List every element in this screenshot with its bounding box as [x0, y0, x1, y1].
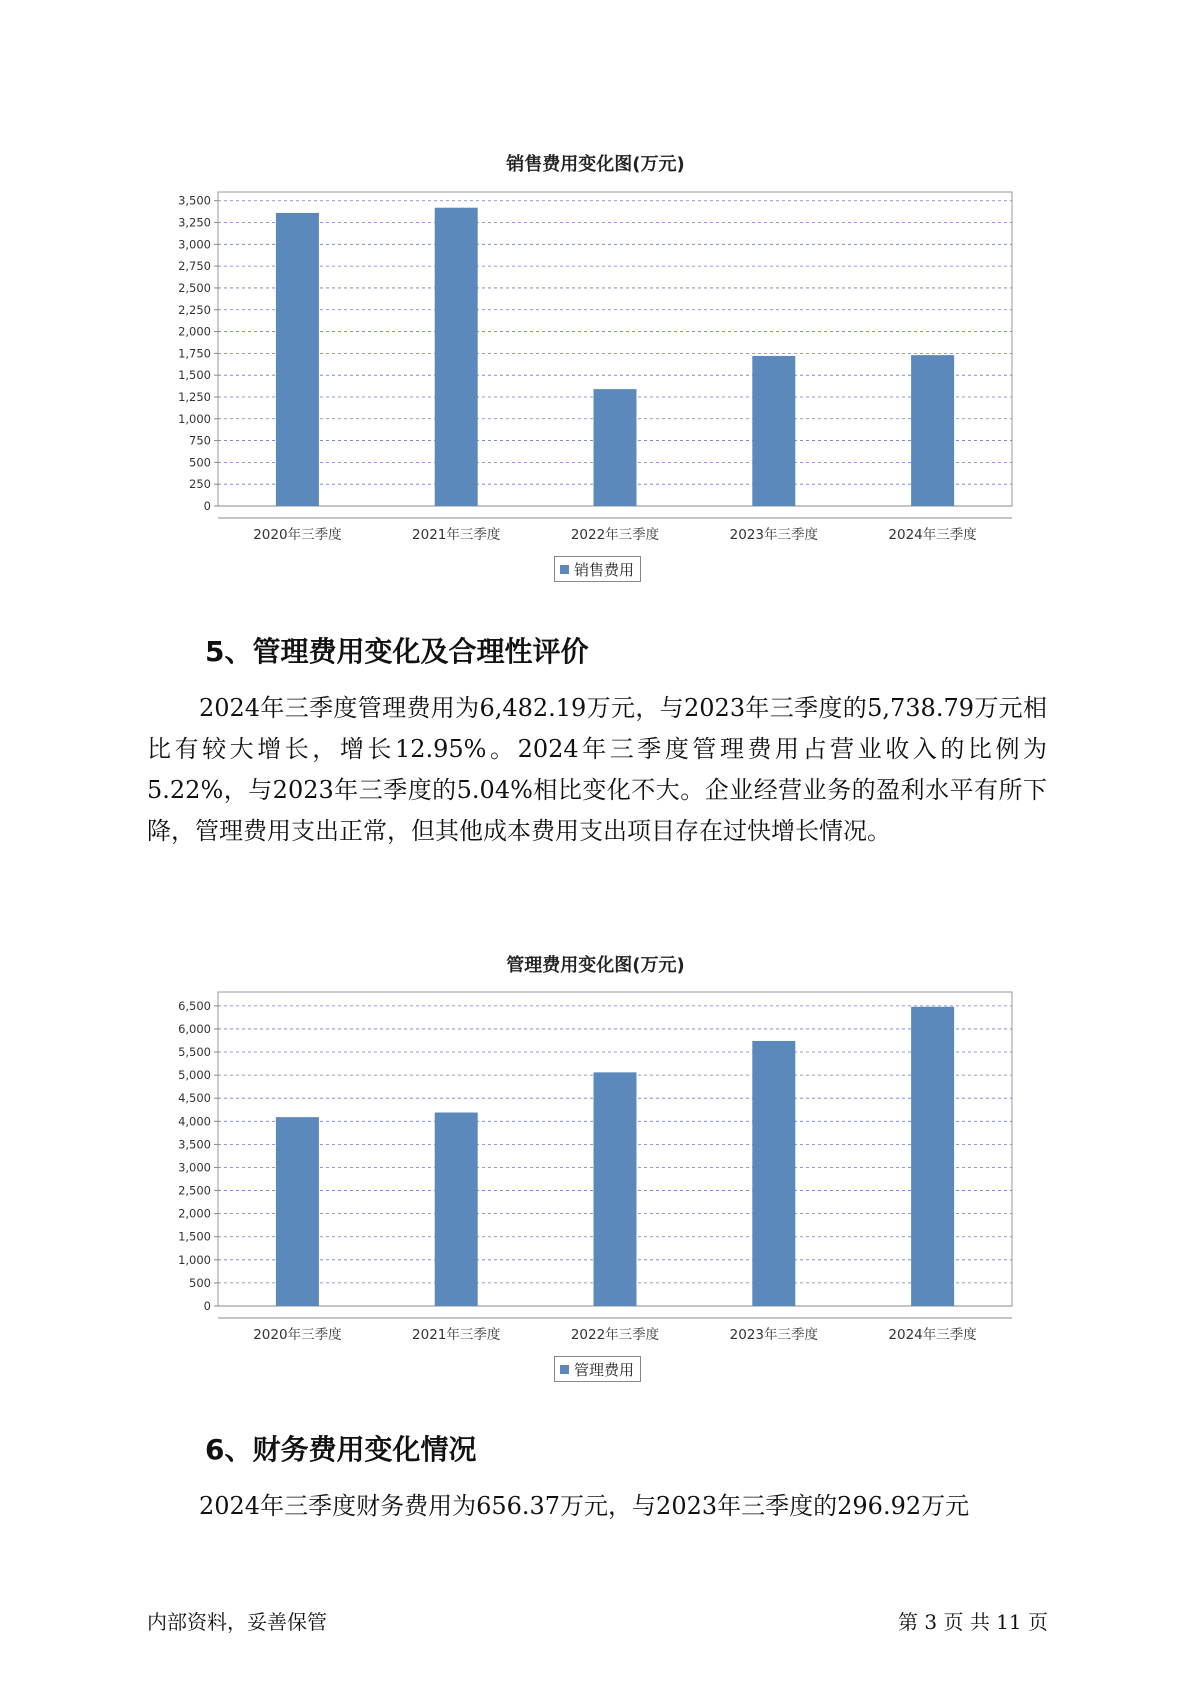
y-tick-label: 0: [203, 499, 211, 513]
footer-page-number: 第 3 页 共 11 页: [898, 1610, 1048, 1634]
y-tick-label: 500: [189, 455, 211, 470]
y-tick-label: 2,000: [178, 1206, 211, 1221]
legend-admin: [554, 1356, 641, 1382]
footer-confidential-note: 内部资料，妥善保管: [147, 1610, 327, 1634]
legend-swatch: [560, 565, 569, 574]
admin-expense-chart: [0, 980, 1191, 1350]
x-tick-label: 2024年三季度: [888, 1327, 977, 1343]
y-tick-label: 3,500: [178, 1137, 211, 1152]
y-tick-label: 3,250: [178, 215, 211, 230]
bar: [594, 1072, 637, 1306]
legend-swatch: [560, 1365, 569, 1374]
x-tick-label: 2023年三季度: [729, 1327, 818, 1343]
x-tick-label: 2023年三季度: [729, 527, 818, 543]
legend-label-admin: 管理费用: [574, 1361, 635, 1379]
bar: [435, 1113, 478, 1306]
y-tick-label: 1,500: [178, 1229, 211, 1244]
bar: [435, 208, 478, 506]
y-tick-label: 500: [189, 1275, 211, 1290]
chart-title-admin: 管理费用变化图(万元): [506, 955, 685, 976]
legend-label-sales: 销售费用: [574, 561, 635, 579]
bar: [594, 389, 637, 506]
y-tick-label: 250: [189, 477, 211, 492]
y-tick-label: 3,000: [178, 237, 211, 252]
x-tick-label: 2021年三季度: [412, 527, 501, 543]
y-tick-label: 1,250: [178, 389, 211, 404]
bar: [911, 355, 954, 506]
section-paragraph-6: 2024年三季度财务费用为656.37万元，与2023年三季度的296.92万元: [199, 1492, 970, 1520]
chart-title-sales: 销售费用变化图(万元): [506, 154, 685, 175]
sales-expense-chart: [0, 180, 1191, 550]
section-heading-5: 5、管理费用变化及合理性评价: [205, 635, 589, 668]
x-tick-label: 2022年三季度: [570, 527, 660, 543]
x-tick-label: 2020年三季度: [253, 1327, 342, 1343]
y-tick-label: 750: [189, 433, 211, 448]
y-tick-label: 6,500: [178, 998, 211, 1013]
legend-sales: [554, 556, 641, 582]
y-tick-label: 4,000: [178, 1114, 211, 1129]
y-tick-label: 2,250: [178, 302, 211, 317]
y-tick-label: 1,000: [178, 411, 211, 426]
section-heading-6: 6、财务费用变化情况: [205, 1433, 477, 1466]
section-paragraph-5: 2024年三季度管理费用为6,482.19万元，与2023年三季度的5,738.79万元相比有较大增长，增长12.95%。2024年三季度管理费用占营业收入的比例为5.22%，与2023年三季度的5.04%相比变化不大。企业经营业务的盈利水平有所下降，管理费用支出正常，但其他成本费用支出项目存在过快增长情况。: [147, 694, 1047, 845]
y-tick-label: 2,500: [178, 1183, 211, 1198]
y-tick-label: 0: [203, 1299, 211, 1313]
y-tick-label: 3,500: [178, 193, 211, 208]
bar: [752, 1041, 795, 1306]
x-tick-label: 2024年三季度: [888, 527, 977, 543]
y-tick-label: 1,500: [178, 368, 211, 383]
y-tick-label: 1,750: [178, 346, 211, 361]
y-tick-label: 4,500: [178, 1091, 211, 1106]
y-tick-label: 6,000: [178, 1021, 211, 1036]
bar: [276, 213, 319, 506]
y-tick-label: 2,500: [178, 280, 211, 295]
y-tick-label: 5,000: [178, 1068, 211, 1083]
bar: [276, 1117, 319, 1306]
x-tick-label: 2021年三季度: [412, 1327, 501, 1343]
y-tick-label: 1,000: [178, 1252, 211, 1267]
x-tick-label: 2022年三季度: [570, 1327, 660, 1343]
y-tick-label: 5,500: [178, 1045, 211, 1060]
y-tick-label: 3,000: [178, 1160, 211, 1175]
y-tick-label: 2,750: [178, 259, 211, 274]
bar: [911, 1007, 954, 1306]
bar: [752, 356, 795, 506]
x-tick-label: 2020年三季度: [253, 527, 342, 543]
y-tick-label: 2,000: [178, 324, 211, 339]
